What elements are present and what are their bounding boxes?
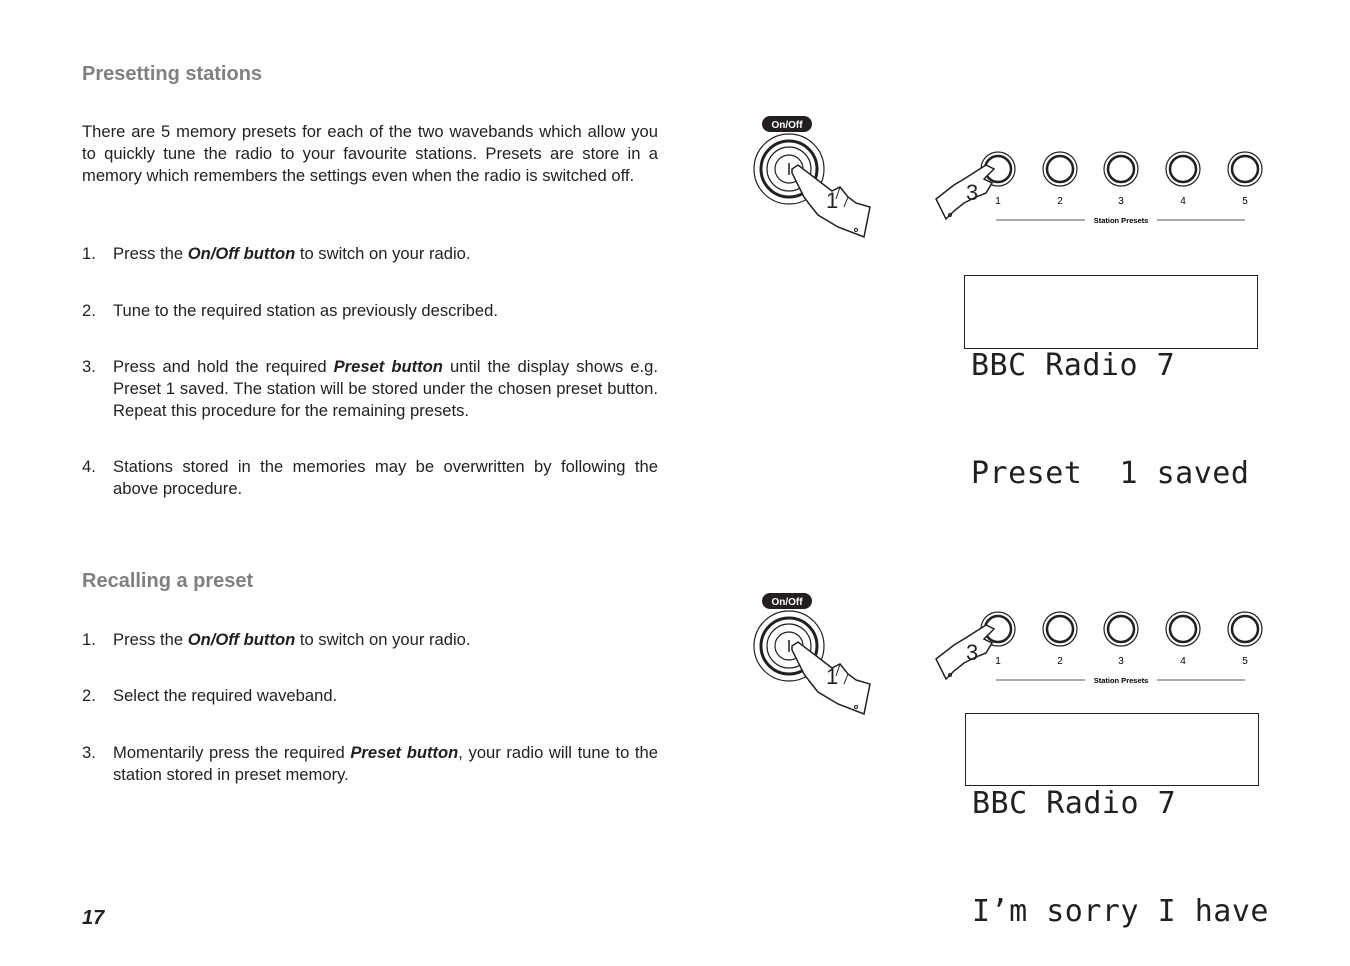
preset-number: 2 bbox=[1057, 656, 1063, 667]
step-text: Stations stored in the memories may be overwritten by following the above procedure. bbox=[113, 457, 658, 498]
display-line-1: BBC Radio 7 bbox=[971, 348, 1176, 383]
step-number: 1. bbox=[82, 244, 96, 263]
onoff-label: On/Off bbox=[771, 120, 803, 131]
step-number: 3. bbox=[82, 357, 96, 376]
preset-number: 3 bbox=[1118, 656, 1124, 667]
section-heading-recalling: Recalling a preset bbox=[82, 570, 254, 592]
station-presets-label: Station Presets bbox=[1093, 676, 1149, 685]
preset-number: 5 bbox=[1242, 656, 1248, 667]
step-emphasis: On/Off button bbox=[187, 630, 296, 649]
pointing-hand-icon bbox=[936, 165, 994, 219]
list-item bbox=[82, 629, 658, 651]
list-item bbox=[82, 356, 658, 422]
step-emphasis: On/Off button bbox=[187, 244, 296, 263]
step-text: Select the required waveband. bbox=[113, 686, 338, 705]
display-line-2: Preset 1 saved bbox=[971, 456, 1250, 491]
radio-controls-illustration bbox=[740, 108, 1280, 248]
preset-button-2[interactable] bbox=[1043, 612, 1077, 646]
intro-paragraph: There are 5 memory presets for each of the two wavebands which allow you to quickly tune the radio to your favourite stations. Presets are store in a memory which remembers the settings even when the radio is switched off. bbox=[82, 122, 658, 185]
list-item bbox=[82, 300, 658, 322]
list-item bbox=[82, 456, 658, 500]
onoff-label: On/Off bbox=[771, 597, 803, 608]
preset-button-2[interactable] bbox=[1043, 152, 1077, 186]
preset-button-5[interactable] bbox=[1228, 612, 1262, 646]
lcd-display bbox=[965, 713, 1269, 929]
preset-number: 3 bbox=[1118, 196, 1124, 207]
radio-controls-illustration bbox=[740, 585, 1280, 725]
preset-button-3[interactable] bbox=[1104, 612, 1138, 646]
step-text: until the display shows e.g. Preset 1 saved. The station will be stored under the chosen preset button. Repeat this procedure for the remaining presets. bbox=[113, 357, 658, 420]
preset-number: 2 bbox=[1057, 196, 1063, 207]
callout-number: 3 bbox=[966, 180, 979, 205]
station-presets-label: Station Presets bbox=[1093, 216, 1149, 225]
list-item bbox=[82, 742, 658, 786]
callout-number: 3 bbox=[966, 640, 979, 665]
preset-number: 4 bbox=[1180, 656, 1186, 667]
preset-number: 1 bbox=[995, 196, 1001, 207]
step-number: 2. bbox=[82, 686, 96, 705]
preset-button-3[interactable] bbox=[1104, 152, 1138, 186]
step-text: to switch on your radio. bbox=[295, 630, 471, 649]
step-number: 4. bbox=[82, 457, 96, 476]
step-number: 3. bbox=[82, 743, 96, 762]
preset-number: 4 bbox=[1180, 196, 1186, 207]
preset-button-4[interactable] bbox=[1166, 152, 1200, 186]
step-text: Press the bbox=[113, 244, 188, 263]
step-text: to switch on your radio. bbox=[295, 244, 471, 263]
list-item bbox=[82, 685, 658, 707]
step-number: 2. bbox=[82, 301, 96, 320]
step-text: Press and hold the required bbox=[113, 357, 334, 376]
step-number: 1. bbox=[82, 630, 96, 649]
preset-number: 1 bbox=[995, 656, 1001, 667]
step-emphasis: Preset button bbox=[350, 743, 459, 762]
section-heading-presetting: Presetting stations bbox=[82, 63, 263, 85]
lcd-display bbox=[964, 275, 1258, 491]
step-text: Momentarily press the required bbox=[113, 743, 351, 762]
step-emphasis: Preset button bbox=[333, 357, 443, 376]
callout-number: 1 bbox=[826, 664, 839, 689]
pointing-hand-icon bbox=[936, 625, 994, 679]
page-number: 17 bbox=[82, 907, 105, 929]
step-text: , your radio will tune to the station stored in preset memory. bbox=[113, 743, 658, 784]
step-text: Tune to the required station as previously described. bbox=[113, 301, 498, 320]
preset-button-4[interactable] bbox=[1166, 612, 1200, 646]
list-item bbox=[82, 243, 658, 265]
display-line-1: BBC Radio 7 bbox=[972, 786, 1177, 821]
display-line-2: I’m sorry I have bbox=[972, 894, 1269, 929]
step-text: Press the bbox=[113, 630, 188, 649]
preset-number: 5 bbox=[1242, 196, 1248, 207]
callout-number: 1 bbox=[826, 188, 839, 213]
preset-button-5[interactable] bbox=[1228, 152, 1262, 186]
